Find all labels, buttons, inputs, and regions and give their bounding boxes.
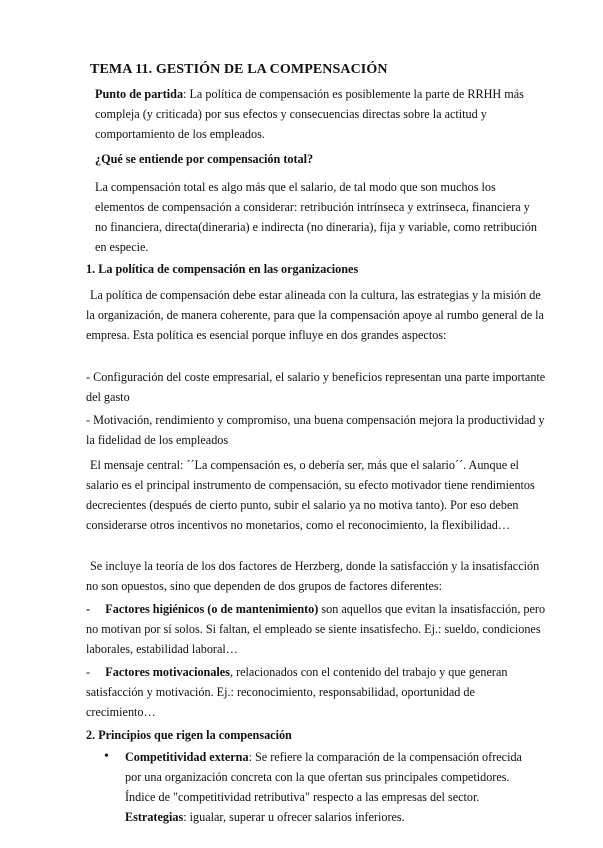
hygiene-factors-label: Factores higiénicos (o de mantenimiento) bbox=[105, 602, 319, 616]
hygiene-factors-item bbox=[86, 599, 546, 659]
external-competitiveness-text: : Se refiere la comparación de la compensación ofrecida por una organización concreta con la que ofertan sus principales competidores. Índice de "competitividad retributiva" respecto a las empresas del sector. bbox=[125, 750, 522, 804]
definition-paragraph: La compensación total es algo más que el salario, de tal modo que son muchos los elementos de compensación a considerar: retribución intrínseca y extrínseca, financiera y no financiera, directa(dineraria) e indirecta (no dineraria), fija y variable, como retribución en especie. bbox=[95, 180, 537, 254]
motivational-factors-item bbox=[86, 662, 546, 722]
document-title: TEMA 11. GESTIÓN DE LA COMPENSACIÓN bbox=[90, 62, 388, 77]
intro-paragraph bbox=[95, 84, 535, 144]
section1-paragraph-3: Se incluye la teoría de los dos factores de Herzberg, donde la satisfacción y la insatisfacción no son opuestos, sino que dependen de dos grupos de factores diferentes: bbox=[86, 559, 540, 593]
hygiene-factors-text: son aquellos que evitan la insatisfacción, pero no motivan por sí solos. Si faltan, el empleado se siente insatisfecho. Ej.: sueldo, condiciones laborales, estabilidad laboral… bbox=[86, 602, 546, 656]
hygiene-factors-prefix: - bbox=[86, 602, 106, 616]
bullet-icon: • bbox=[104, 749, 109, 764]
external-competitiveness-item bbox=[125, 747, 525, 827]
external-competitiveness-label: Competitividad externa bbox=[125, 750, 249, 764]
motivational-factors-label: Factores motivacionales bbox=[105, 665, 230, 679]
total-compensation-question: ¿Qué se entiende por compensación total? bbox=[95, 152, 314, 166]
section1-item-2: - Motivación, rendimiento y compromiso, una buena compensación mejora la productividad y la fidelidad de los empleados bbox=[86, 413, 545, 447]
motivational-factors-text: , relacionados con el contenido del trabajo y que generan satisfacción y motivación. Ej.: reconocimiento, responsabilidad, oportunidad de crecimiento… bbox=[86, 665, 508, 719]
section2-heading: 2. Principios que rigen la compensación bbox=[86, 728, 292, 742]
motivational-factors-prefix: - bbox=[86, 665, 106, 679]
section1-paragraph-2: El mensaje central: ´´La compensación es, o debería ser, más que el salario´´. Aunque el salario es el principal instrumento de compensación, su efecto motivador tiene rendimientos decrecientes (después de cierto punto, subir el salario ya no motiva tanto). Por eso deben considerarse otros incentivos no monetarios, como el reconocimiento, la flexibilidad… bbox=[86, 458, 535, 532]
intro-label: Punto de partida bbox=[95, 87, 184, 101]
section1-heading: 1. La política de compensación en las organizaciones bbox=[86, 262, 359, 276]
strategies-label: Estrategias bbox=[125, 810, 184, 824]
intro-text: : La política de compensación es posiblemente la parte de RRHH más compleja (y criticada) por sus efectos y consecuencias directas sobre la actitud y comportamiento de los empleados. bbox=[95, 87, 524, 141]
section1-item-1: - Configuración del coste empresarial, el salario y beneficios representan una parte importante del gasto bbox=[86, 370, 546, 404]
strategies-text: : igualar, superar u ofrecer salarios inferiores. bbox=[183, 810, 405, 824]
section1-paragraph-1: La política de compensación debe estar alineada con la cultura, las estrategias y la misión de la organización, de manera coherente, para que la compensación apoye al rumbo general de la empresa. Esta política es esencial porque influye en dos grandes aspectos: bbox=[86, 288, 544, 342]
